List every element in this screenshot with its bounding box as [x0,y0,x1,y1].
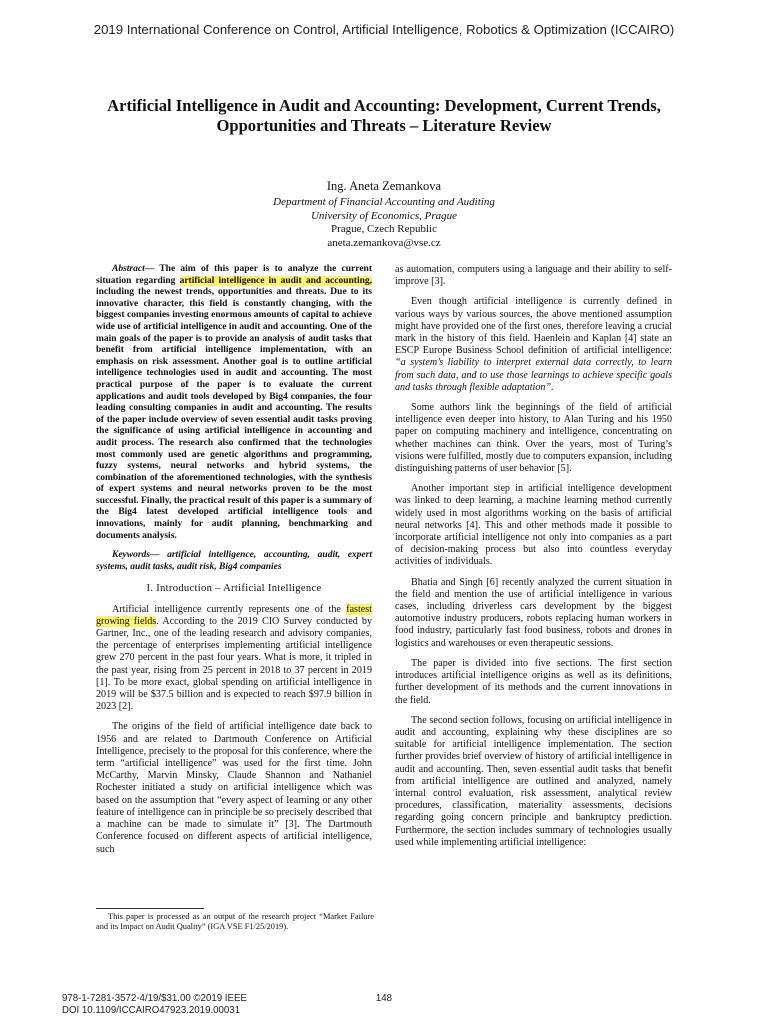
intro-highlight: fastest growing fields [96,603,372,627]
footer-doi: DOI 10.1109/ICCAIRO47923.2019.00031 [62,1005,241,1017]
left-column [96,264,372,864]
right-paragraph-1 [395,296,672,394]
right-p1-text: Even though artificial intelligence is currently defined in various ways by various sources, the above mentioned assumption might have provided one of the first ones, therefore leaving a crucial mark in the history of this field. Haenlein and Kaplan [4] state an ESCP Europe Business School definition of artificial intelligence: [395,296,672,357]
intro-p1-text-a: Artificial intelligence currently represents one of the [112,603,347,615]
right-paragraph-4: Bhatia and Singh [6] recently analyzed the current situation in the field and mention the use of artificial intelligence in various cases, including driverless cars development by the biggest automotive industry producers, robots replacing human workers in food industry, particularly fast food business, robots and drones in logistics and warehouses or even therapeutic sessions. [395,576,672,649]
author-block [0,178,768,250]
abstract-text-1: The aim of this paper is to analyze the current situation regarding [96,264,372,286]
abstract-lead: Abstract— [112,264,155,274]
title-line-1: Artificial Intelligence in Audit and Accounting: Development, Current Trends, [107,96,661,115]
author-university: University of Economics, Prague [310,209,458,222]
abstract-text-2: including the newest trends, opportunities and threats. Due to its innovative character, this field is constantly changing, with the biggest companies investing enormous amounts of capital to achieve wide use of artificial intelligence in audit and accounting. One of the main goals of the paper is to provide an analysis of audit tasks that benefit from artificial intelligence implementation, with an emphasis on risk assessment. Another goal is to outline artificial intelligence technologies used in audit and accounting. The most practical purpose of the paper is to evaluate the current applications and audit tools developed by Big4 companies, the four leading consulting companies in audit and accounting. The results of the paper include overview of seven essential audit tasks proving the significance of using artificial intelligence in accounting and audit process. The research also confirmed that the technologies most commonly used are genetic algorithms and programming, fuzzy systems, neural networks and hybrid systems, the combination of the aforementioned technologies, with the synthesis of expert systems and neural networks proven to be the most successful. Finally, the practical result of this paper is a summary of the Big4 latest developed artificial intelligence tools and innovations, mainly for audit planning, benchmarking and documents analysis. [96,287,372,541]
title-line-2: Opportunities and Threats – Literature Review [216,116,552,135]
paper-title [80,96,688,136]
footnote-rule [96,908,204,909]
definition-quote: “a system’s liability to interpret external data correctly, to learn from such data, and to use those learnings to achieve specific goals and tasks through flexible adaptation”. [395,357,672,393]
right-paragraph-2: Some authors link the beginnings of the field of artificial intelligence even deeper into history, to Alan Turing and his 1950 paper on computing machinery and intelligence, concentrating on whether machines can think. Over the years, most of Turing’s visions were fulfilled, mostly due to computers expansion, including distinguishing patterns of user behavior [5]. [395,402,672,475]
author-city: Prague, Czech Republic [331,223,437,236]
footer-publication-info [62,993,322,1018]
conference-header: 2019 International Conference on Control, Artificial Intelligence, Robotics & Optimization (ICCAIRO) [93,22,675,37]
footer-isbn: 978-1-7281-3572-4/19/$31.00 ©2019 IEEE [62,993,247,1004]
author-name: Ing. Aneta Zemankova [326,179,442,193]
author-email: aneta.zemankova@vse.cz [327,236,441,249]
abstract [96,264,372,542]
section-1-heading: I. Introduction – Artificial Intelligence [146,583,322,595]
intro-paragraph-2: The origins of the field of artificial intelligence date back to 1956 and are related to Dartmouth Conference on Artificial Intelligence, precisely to the proposal for this conference, where the term “artificial intelligence” was used for the first time. John McCarthy, Marvin Minsky, Claude Shannon and Nathaniel Rochester initiated a study on artificial intelligence which was based on the assumption that “every aspect of learning or any other feature of intelligence can in principle be so precisely described that a machine can be made to simulate it” [3]. The Dartmouth Conference focused on different aspects of artificial intelligence, such [96,721,372,855]
intro-paragraph-1 [96,604,372,714]
footnote: This paper is processed as an output of the research project “Market Failure and its Impact on Audit Quality” (IGA VSE F1/25/2019). [96,912,374,932]
intro-p1-text-b: . According to the 2019 CIO Survey conducted by Gartner, Inc., one of the leading research and advisory companies, the percentage of enterprises implementing artificial intelligence grew 270 percent in the past four years. What is more, it tripled in the past year, rising from 25 percent in 2018 to 37 percent in 2019 [1]. To be more exact, global spending on artificial intelligence in 2019 will be $37.5 billion and is expected to reach $97.9 billion in 2023 [2]. [96,615,372,713]
right-paragraph-3: Another important step in artificial intelligence development was linked to deep learning, a machine learning method currently widely used in most algorithms working on the basis of artificial neural networks [4]. This and other methods made it possible to incorporate artificial intelligence not only into companies as a part of decision-making process but also into countless everyday activities of individuals. [395,483,672,568]
right-paragraph-0: as automation, computers using a language and their ability to self-improve [3]. [395,264,672,288]
page-number: 148 [375,993,393,1004]
abstract-highlight: artificial intelligence in audit and accounting, [179,275,372,286]
right-column [395,264,672,857]
right-paragraph-6: The second section follows, focusing on artificial intelligence in audit and accounting, explaining why these disciplines are so suitable for artificial intelligence implementation. The section further provides brief overview of history of artificial intelligence in audit and accounting. Then, seven essential audit tasks that benefit from artificial intelligence are outlined and analyzed, namely internal control evaluation, risk assessment, analytical review procedures, classification, materiality assessments, decisions regarding going concern principle and bankruptcy prediction. Furthermore, the section includes summary of technologies usually used while implementing artificial intelligence: [395,714,672,848]
right-paragraph-5: The paper is divided into five sections. The first section introduces artificial intelligence origins as well as its definitions, further development of its methods and the current innovations in the field. [395,657,672,706]
keywords: Keywords— artificial intelligence, accounting, audit, expert systems, audit tasks, audit risk, Big4 companies [96,550,372,572]
author-department: Department of Financial Accounting and Auditing [273,196,495,208]
